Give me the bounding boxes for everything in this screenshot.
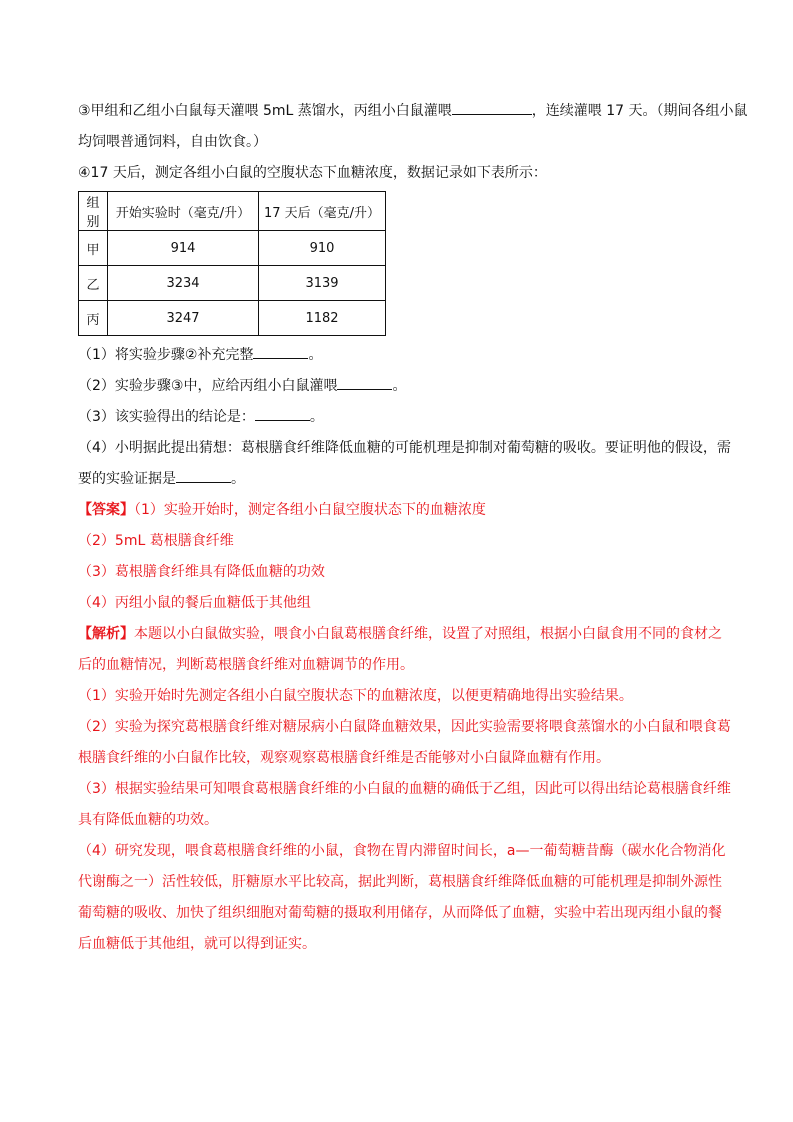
blood-sugar-table bbox=[78, 191, 386, 336]
period: 。 bbox=[392, 378, 407, 394]
table-cell: 3234 bbox=[108, 266, 259, 301]
question-text: （3）该实验得出的结论是： bbox=[78, 409, 255, 425]
table-cell: 3247 bbox=[108, 301, 259, 336]
analysis-p4-1: （4）研究发现，喂食葛根膳食纤维的小鼠，食物在胃内滞留时间长，a—一葡萄糖昔酶（碳水化合物消化 bbox=[78, 843, 726, 859]
answer-text: （1）实验开始时，测定各组小白鼠空腹状态下的血糖浓度 bbox=[134, 502, 486, 518]
table-header: 开始实验时（毫克/升） bbox=[108, 192, 259, 231]
table-row bbox=[79, 266, 386, 301]
fill-blank[interactable] bbox=[452, 96, 532, 115]
analysis-intro-1 bbox=[78, 619, 726, 650]
period: 。 bbox=[308, 347, 323, 363]
table-cell: 乙 bbox=[79, 266, 108, 301]
question-text: （1）将实验步骤②补充完整 bbox=[78, 347, 254, 363]
answer-line-2: （2）5mL 葛根膳食纤维 bbox=[78, 533, 234, 549]
table-header: 17 天后（毫克/升） bbox=[259, 192, 386, 231]
table-header-row bbox=[79, 192, 386, 231]
step3-text: ③甲组和乙组小白鼠每天灌喂 5mL 蒸馏水，丙组小白鼠灌喂 bbox=[78, 103, 452, 119]
step3-line1 bbox=[78, 96, 748, 127]
fill-blank[interactable] bbox=[253, 340, 308, 359]
table-cell: 甲 bbox=[79, 231, 108, 266]
analysis-p4-4: 后血糖低于其他组，就可以得到证实。 bbox=[78, 936, 316, 952]
question-1 bbox=[78, 340, 726, 371]
question-2 bbox=[78, 371, 726, 402]
table-cell: 914 bbox=[108, 231, 259, 266]
fill-blank[interactable] bbox=[176, 464, 231, 483]
question-text: （2）实验步骤③中，应给丙组小白鼠灌喂 bbox=[78, 378, 338, 394]
analysis-p1: （1）实验开始时先测定各组小白鼠空腹状态下的血糖浓度，以便更精确地得出实验结果。 bbox=[78, 688, 633, 704]
table-cell: 910 bbox=[259, 231, 386, 266]
analysis-p4-2: 代谢酶之一）活性较低，肝糖原水平比较高，据此判断，葛根膳食纤维降低血糖的可能机理是抑制外源性 bbox=[78, 874, 722, 890]
answer-line-1 bbox=[78, 495, 726, 526]
analysis-p2-2: 根膳食纤维的小白鼠作比较，观察观察葛根膳食纤维是否能够对小白鼠降血糖有作用。 bbox=[78, 750, 610, 766]
table-cell: 丙 bbox=[79, 301, 108, 336]
document-page bbox=[78, 96, 748, 960]
question-4-line2 bbox=[78, 464, 726, 495]
period: 。 bbox=[231, 471, 245, 487]
answer-line-3: （3）葛根膳食纤维具有降低血糖的功效 bbox=[78, 564, 325, 580]
table-cell: 3139 bbox=[259, 266, 386, 301]
fill-blank[interactable] bbox=[255, 402, 310, 421]
table-header: 组别 bbox=[79, 192, 108, 231]
answer-label: 【答案】 bbox=[78, 502, 134, 518]
question-4-line1: （4）小明据此提出猜想：葛根膳食纤维降低血糖的可能机理是抑制对葡萄糖的吸收。要证明他的假设，需 bbox=[78, 440, 731, 456]
question-3 bbox=[78, 402, 726, 433]
analysis-text: 本题以小白鼠做实验，喂食小白鼠葛根膳食纤维，设置了对照组，根据小白鼠食用不同的食材之 bbox=[134, 626, 722, 642]
analysis-intro-2: 后的血糖情况，判断葛根膳食纤维对血糖调节的作用。 bbox=[78, 657, 414, 673]
step3-text-tail: ，连续灌喂 17 天。（期间各组小鼠 bbox=[531, 103, 748, 119]
table-row bbox=[79, 301, 386, 336]
table-row bbox=[79, 231, 386, 266]
fill-blank[interactable] bbox=[337, 371, 392, 390]
analysis-p3-1: （3）根据实验结果可知喂食葛根膳食纤维的小白鼠的血糖的确低于乙组，因此可以得出结论葛根膳食纤维 bbox=[78, 781, 731, 797]
analysis-p2-1: （2）实验为探究葛根膳食纤维对糖尿病小白鼠降血糖效果，因此实验需要将喂食蒸馏水的小白鼠和喂食葛 bbox=[78, 719, 731, 735]
step3-line2: 均饲喂普通饲料，自由饮食。） bbox=[78, 134, 267, 150]
table-cell: 1182 bbox=[259, 301, 386, 336]
step4-line: ④17 天后，测定各组小白鼠的空腹状态下血糖浓度，数据记录如下表所示： bbox=[78, 165, 547, 181]
analysis-p3-2: 具有降低血糖的功效。 bbox=[78, 812, 218, 828]
analysis-p4-3: 葡萄糖的吸收、加快了组织细胞对葡萄糖的摄取利用储存，从而降低了血糖，实验中若出现丙组小鼠的餐 bbox=[78, 905, 722, 921]
answer-line-4: （4）丙组小鼠的餐后血糖低于其他组 bbox=[78, 595, 311, 611]
analysis-label: 【解析】 bbox=[78, 626, 134, 642]
period: 。 bbox=[309, 409, 324, 425]
question-text: 要的实验证据是 bbox=[78, 471, 176, 487]
